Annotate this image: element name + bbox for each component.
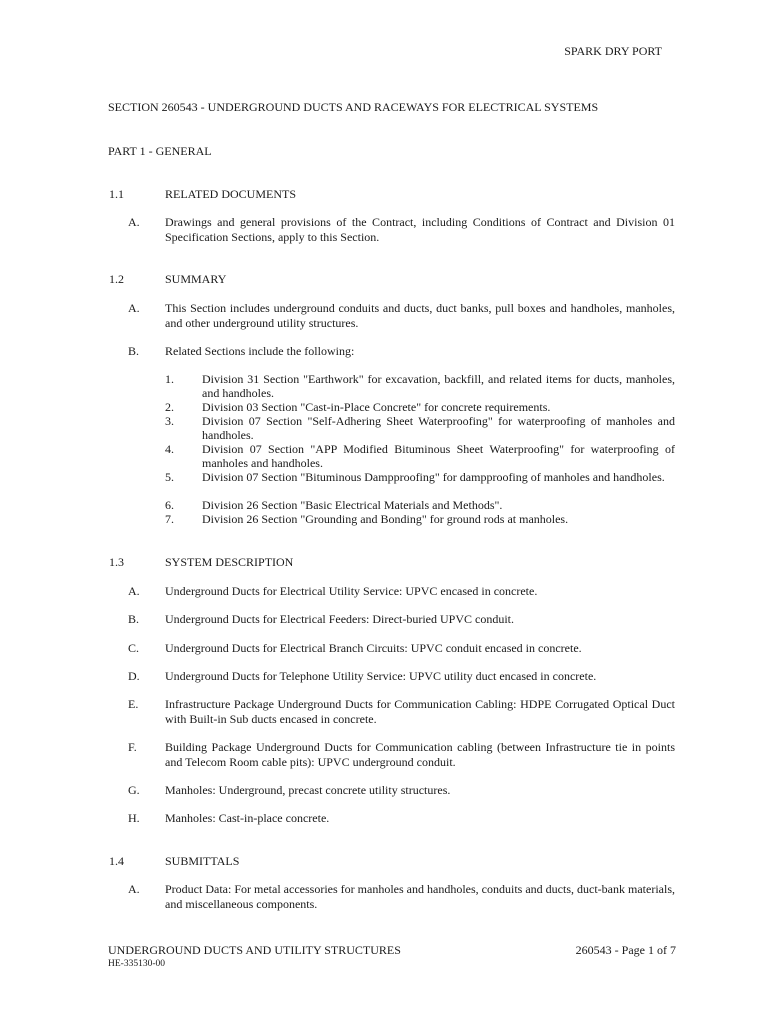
paragraph-text: Underground Ducts for Electrical Feeders: Direct-buried UPVC conduit.: [165, 612, 515, 626]
list-item-number: 5.: [165, 470, 174, 484]
section-title: SECTION 260543 - UNDERGROUND DUCTS AND RACEWAYS FOR ELECTRICAL SYSTEMS: [108, 100, 599, 114]
article-title: SUMMARY: [165, 272, 227, 286]
paragraph-text: Related Sections include the following:: [165, 344, 355, 358]
paragraph-letter: G.: [128, 783, 140, 797]
paragraph-letter: C.: [128, 641, 140, 655]
article-title: SUBMITTALS: [165, 854, 240, 868]
paragraph-letter: B.: [128, 612, 140, 626]
article-title: RELATED DOCUMENTS: [165, 187, 296, 201]
list-item-text: Division 07 Section "APP Modified Bituminous Sheet Waterproofing" for waterproofing of manholes and handholes.: [202, 442, 675, 470]
list-item-number: 1.: [165, 372, 174, 386]
list-item-number: 6.: [165, 498, 174, 512]
footer-document-code: HE-335130-00: [108, 959, 165, 969]
paragraph-text: Building Package Underground Ducts for Communication cabling (between Infrastructure tie in points and Telecom Room cable pits): UPVC underground conduit.: [165, 740, 675, 769]
header-project-name: SPARK DRY PORT: [564, 44, 662, 58]
paragraph-letter: A.: [128, 301, 140, 315]
article-number: 1.1: [109, 187, 124, 201]
paragraph-text: Product Data: For metal accessories for manholes and handholes, conduits and ducts, duct-bank materials, and miscellaneous components.: [165, 882, 675, 911]
paragraph-letter: F.: [128, 740, 137, 754]
paragraph-text: This Section includes underground conduits and ducts, duct banks, pull boxes and handholes, manholes, and other underground utility structures.: [165, 301, 675, 330]
paragraph-letter: D.: [128, 669, 140, 683]
article-title: SYSTEM DESCRIPTION: [165, 555, 294, 569]
list-item-number: 2.: [165, 400, 174, 414]
article-number: 1.3: [109, 555, 124, 569]
paragraph-letter: A.: [128, 215, 140, 229]
paragraph-letter: E.: [128, 697, 139, 711]
footer-title: UNDERGROUND DUCTS AND UTILITY STRUCTURES: [108, 943, 401, 957]
list-item-text: Division 26 Section "Grounding and Bonding" for ground rods at manholes.: [202, 512, 569, 526]
paragraph-text: Underground Ducts for Electrical Utility Service: UPVC encased in concrete.: [165, 584, 538, 598]
paragraph-text: Manholes: Cast-in-place concrete.: [165, 811, 330, 825]
paragraph-text: Underground Ducts for Telephone Utility Service: UPVC utility duct encased in concrete.: [165, 669, 597, 683]
article-number: 1.2: [109, 272, 124, 286]
paragraph-text: Drawings and general provisions of the Contract, including Conditions of Contract and Division 01 Specification Sections, apply to this Section.: [165, 215, 675, 244]
list-item-text: Division 03 Section "Cast-in-Place Concrete" for concrete requirements.: [202, 400, 551, 414]
paragraph-text: Infrastructure Package Underground Ducts for Communication Cabling: HDPE Corrugated Optical Duct with Built-in Sub ducts encased in concrete.: [165, 697, 675, 726]
list-item-text: Division 07 Section "Bituminous Dampproofing" for dampproofing of manholes and handholes.: [202, 470, 665, 484]
part-title: PART 1 - GENERAL: [108, 144, 212, 158]
paragraph-letter: A.: [128, 584, 140, 598]
list-item-number: 3.: [165, 414, 174, 428]
list-item-text: Division 31 Section "Earthwork" for excavation, backfill, and related items for ducts, manholes, and handholes.: [202, 372, 675, 400]
paragraph-letter: B.: [128, 344, 140, 358]
list-item-text: Division 26 Section "Basic Electrical Materials and Methods".: [202, 498, 503, 512]
paragraph-letter: H.: [128, 811, 140, 825]
paragraph-text: Underground Ducts for Electrical Branch Circuits: UPVC conduit encased in concrete.: [165, 641, 582, 655]
article-number: 1.4: [109, 854, 124, 868]
paragraph-letter: A.: [128, 882, 140, 896]
paragraph-text: Manholes: Underground, precast concrete utility structures.: [165, 783, 451, 797]
list-item-number: 4.: [165, 442, 174, 456]
list-item-number: 7.: [165, 512, 174, 526]
footer-page-number: 260543 - Page 1 of 7: [575, 943, 676, 957]
list-item-text: Division 07 Section "Self-Adhering Sheet Waterproofing" for waterproofing of manholes and handholes.: [202, 414, 675, 442]
